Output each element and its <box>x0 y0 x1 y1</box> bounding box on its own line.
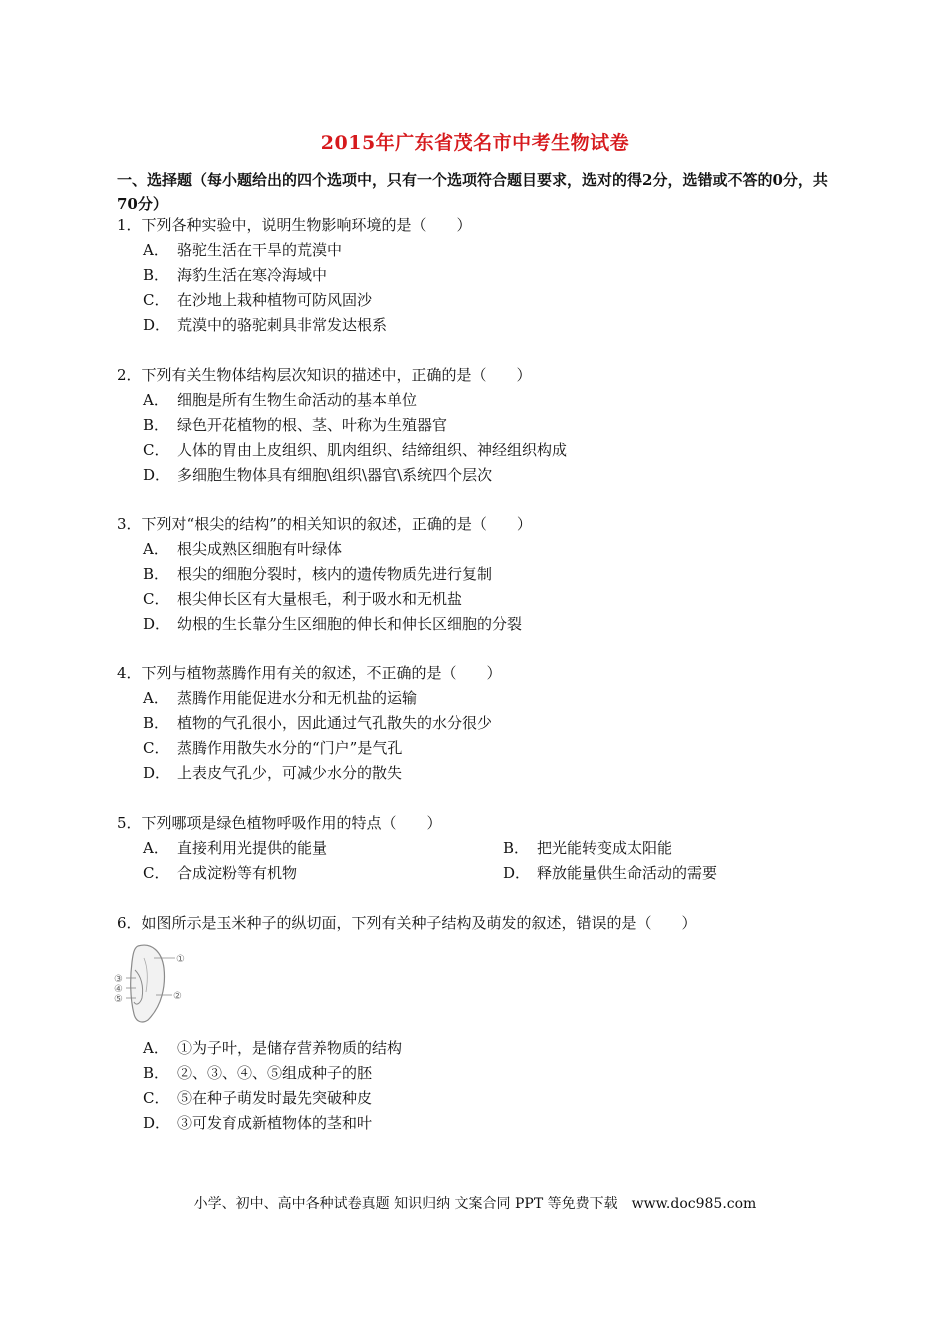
option-text: 直接利用光提供的能量 <box>177 839 328 857</box>
question-stem: 1．下列各种实验中，说明生物影响环境的是（ ） <box>117 216 472 234</box>
option-text: ⑤在种子萌发时最先突破种皮 <box>177 1089 373 1107</box>
option-letter: A． <box>143 391 169 409</box>
figure-label-4: ④ <box>114 984 123 995</box>
option-text: 根尖的细胞分裂时，核内的遗传物质先进行复制 <box>177 565 493 583</box>
option-letter: A． <box>143 1039 169 1057</box>
option-b <box>117 413 837 438</box>
option-letter: D． <box>143 764 171 782</box>
question-6 <box>117 911 837 936</box>
question-stem: 3．下列对“根尖的结构”的相关知识的叙述，正确的是（ ） <box>117 515 532 533</box>
option-text: ②、③、④、⑤组成种子的胚 <box>177 1064 373 1082</box>
option-letter: B． <box>503 839 530 857</box>
option-d <box>117 313 837 338</box>
option-c <box>117 288 837 313</box>
option-text: 植物的气孔很小，因此通过气孔散失的水分很少 <box>177 714 493 732</box>
option-d <box>117 761 837 786</box>
option-letter: B． <box>143 266 170 284</box>
option-a <box>117 238 837 263</box>
option-text: 人体的胃由上皮组织、肌肉组织、结缔组织、神经组织构成 <box>177 441 568 459</box>
option-a <box>117 836 477 861</box>
option-text: 把光能转变成太阳能 <box>537 839 673 857</box>
option-letter: A． <box>143 839 169 857</box>
option-letter: D． <box>503 864 531 882</box>
option-text: ③可发育成新植物体的茎和叶 <box>177 1114 373 1132</box>
option-text: 绿色开花植物的根、茎、叶称为生殖器官 <box>177 416 448 434</box>
option-text: 骆驼生活在干旱的荒漠中 <box>177 241 343 259</box>
option-letter: B． <box>143 714 170 732</box>
option-text: 蒸腾作用散失水分的“门户”是气孔 <box>177 739 403 757</box>
option-d <box>117 612 837 637</box>
exam-title: 2015年广东省茂名市中考生物试卷 <box>320 132 630 154</box>
option-letter: D． <box>143 466 171 484</box>
option-letter: C． <box>143 1089 170 1107</box>
option-text: 细胞是所有生物生命活动的基本单位 <box>177 391 418 409</box>
question-stem: 5．下列哪项是绿色植物呼吸作用的特点（ ） <box>117 814 442 832</box>
figure-label-1: ① <box>176 954 185 965</box>
option-c <box>117 587 837 612</box>
options-row <box>117 861 837 886</box>
option-letter: A． <box>143 540 169 558</box>
option-text: 蒸腾作用能促进水分和无机盐的运输 <box>177 689 418 707</box>
option-a <box>117 537 837 562</box>
option-text: 释放能量供生命活动的需要 <box>537 864 718 882</box>
question-2 <box>117 363 837 488</box>
question-1 <box>117 213 837 338</box>
option-a <box>117 686 837 711</box>
option-b <box>117 711 837 736</box>
option-letter: C． <box>143 739 170 757</box>
option-letter: B． <box>143 416 170 434</box>
option-c <box>117 736 837 761</box>
figure-label-5: ⑤ <box>114 994 123 1005</box>
option-letter: B． <box>143 565 170 583</box>
option-a <box>117 1036 837 1061</box>
option-text: 根尖成熟区细胞有叶绿体 <box>177 540 343 558</box>
option-letter: B． <box>143 1064 170 1082</box>
option-d <box>117 1111 837 1136</box>
question-stem: 6．如图所示是玉米种子的纵切面，下列有关种子结构及萌发的叙述，错误的是（ ） <box>117 914 697 932</box>
option-b <box>117 1061 837 1086</box>
question-6-options <box>117 1036 837 1136</box>
option-c <box>117 1086 837 1111</box>
option-text: 幼根的生长靠分生区细胞的伸长和伸长区细胞的分裂 <box>177 615 523 633</box>
option-text: 根尖伸长区有大量根毛，利于吸水和无机盐 <box>177 590 463 608</box>
option-letter: D． <box>143 615 171 633</box>
option-text: 合成淀粉等有机物 <box>177 864 298 882</box>
option-c <box>117 438 837 463</box>
option-d <box>477 861 837 886</box>
question-stem: 4．下列与植物蒸腾作用有关的叙述，不正确的是（ ） <box>117 664 502 682</box>
corn-seed-diagram <box>114 940 190 1026</box>
option-text: 多细胞生物体具有细胞\组织\器官\系统四个层次 <box>177 466 493 484</box>
section-heading: 一、选择题（每小题给出的四个选项中，只有一个选项符合题目要求，选对的得2分，选错或不答的0分，共70分） <box>117 171 828 213</box>
option-text: 上表皮气孔少，可减少水分的散失 <box>177 764 403 782</box>
option-c <box>117 861 477 886</box>
option-letter: A． <box>143 689 169 707</box>
option-letter: C． <box>143 590 170 608</box>
option-letter: D． <box>143 1114 171 1132</box>
option-letter: A． <box>143 241 169 259</box>
option-letter: D． <box>143 316 171 334</box>
figure-label-3: ③ <box>114 974 123 985</box>
option-text: 荒漠中的骆驼刺具非常发达根系 <box>177 316 388 334</box>
question-stem: 2．下列有关生物体结构层次知识的描述中，正确的是（ ） <box>117 366 532 384</box>
option-a <box>117 388 837 413</box>
option-letter: C． <box>143 441 170 459</box>
question-3 <box>117 512 837 637</box>
option-text: 在沙地上栽种植物可防风固沙 <box>177 291 373 309</box>
option-b <box>117 562 837 587</box>
option-letter: C． <box>143 864 170 882</box>
option-letter: C． <box>143 291 170 309</box>
option-d <box>117 463 837 488</box>
options-row <box>117 836 837 861</box>
option-text: 海豹生活在寒冷海域中 <box>177 266 328 284</box>
question-4 <box>117 661 837 786</box>
figure-label-2: ② <box>173 991 182 1002</box>
question-5 <box>117 811 837 886</box>
option-b <box>117 263 837 288</box>
option-text: ①为子叶，是储存营养物质的结构 <box>177 1039 403 1057</box>
option-b <box>477 836 837 861</box>
page-footer: 小学、初中、高中各种试卷真题 知识归纳 文案合同 PPT 等免费下载 www.doc985.com <box>193 1196 757 1212</box>
